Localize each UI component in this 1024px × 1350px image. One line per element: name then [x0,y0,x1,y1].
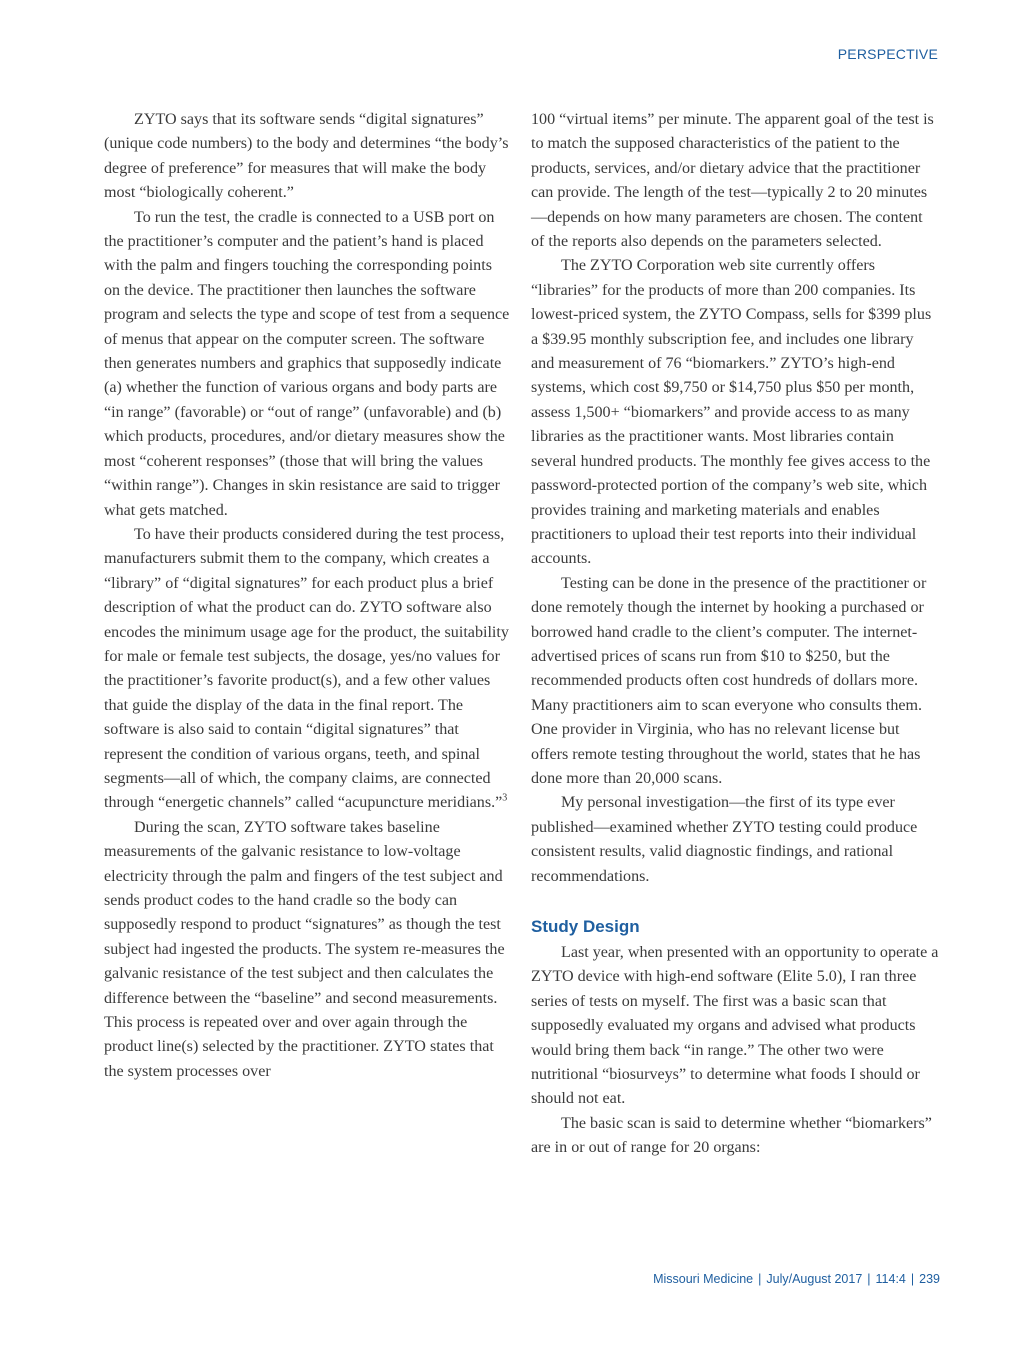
reference-superscript[interactable]: 3 [502,793,508,805]
issue-date: July/August 2017 [766,1272,863,1286]
body-paragraph [104,523,512,816]
section-heading: Study Design [531,917,640,936]
page-footer [653,1272,940,1286]
body-paragraph: Testing can be done in the presence of the practitioner or done remotely though the internet by hooking a purchased or borrowed hand cradle to the client’s computer. The internet-advertised prices of scans run from $10 to $250, but the recommended products often cost hundreds of dollars more. Many practitioners aim to scan everyone who consults them. One provider in Virginia, who has no relevant license but offers remote testing throughout the world, states that he has done more than 20,000 scans. [531,574,927,787]
body-paragraph: The ZYTO Corporation web site currently offers “libraries” for the products of more than 200 companies. Its lowest-priced system, the ZYTO Compass, sells for $399 plus a $39.95 monthly subscription fee, and includes one library and measurement of 76 “biomarkers.” ZYTO’s high-end systems, which cost $9,750 or $14,750 plus $50 per month, assess 1,500+ “biomarkers” and provide access to as many libraries as the practitioner wants. Most libraries contain several hundred products. The monthly fee gives access to the password-protected portion of the company’s web site, which provides training and marketing materials and enables practitioners to upload their test reports into their individual accounts. [531,257,932,568]
footer-separator: | [910,1272,915,1286]
volume-issue: 114:4 [875,1272,906,1286]
page-number: 239 [919,1272,940,1286]
body-paragraph: 100 “virtual items” per minute. The apparent goal of the test is to match the supposed characteristics of the patient to the products, services, and/or dietary advice that the practitioner can provide. The length of the test—typically 2 to 20 minutes—depends on how many parameters are chosen. The content of the reports also depends on the parameters selected. [531,111,934,251]
left-column [104,108,512,1084]
body-paragraph: ZYTO says that its software sends “digital signatures” (unique code numbers) to the body and determines “the body’s degree of preference” for measures that will make the body most “biologically coherent.” [104,111,509,202]
journal-name: Missouri Medicine [653,1272,754,1286]
body-paragraph: The basic scan is said to determine whether “biomarkers” are in or out of range for 20 organs: [531,1114,932,1157]
body-paragraph: To run the test, the cradle is connected to a USB port on the practitioner’s computer and the patient’s hand is placed with the palm and fingers touching the corresponding points on the device. The practitioner then launches the software program and selects the type and scope of test from a sequence of menus that appear on the computer screen. The software then generates numbers and graphics that supposedly indicate (a) whether the function of various organs and body parts are “in range” (favorable) or “out of range” (unfavorable) and (b) which products, procedures, and/or dietary measures show the most “coherent responses” (those that will bring the values “within range”). Changes in skin resistance are said to trigger what gets matched. [104,208,510,519]
body-paragraph: Last year, when presented with an opportunity to operate a ZYTO device with high-end software (Elite 5.0), I ran three series of tests on myself. The first was a basic scan that supposedly evaluated my organs and advised what products would bring them back “in range.” The other two were nutritional “biosurveys” to determine what foods I should or should not eat. [531,944,939,1108]
body-paragraph: During the scan, ZYTO software takes baseline measurements of the galvanic resistance to low-voltage electricity through the palm and fingers of the test subject and sends product codes to the hand cradle so the body can supposedly respond to product “signatures” as though the test subject had ingested the products. The system re-measures the galvanic resistance of the test subject and then calculates the difference between the “baseline” and second measurements. This process is repeated over and over again through the product line(s) selected by the practitioner. ZYTO states that the system processes over [104,818,505,1080]
paragraph-text: To have their products considered during the test process, manufacturers submit them to the company, which creates a “library” of “digital signatures” for each product plus a brief description of what the product can do. ZYTO software also encodes the minimum usage age for the product, the suitability for male or female test subjects, the dosage, yes/no values for the practitioner’s favorite product(s), and a few other values that guide the display of the data in the final report. The software is also said to contain “digital signatures” that represent the condition of various organs, teeth, and spinal segments—all of which, the company claims, are connected through “energetic channels” called “acupuncture meridians.” [104,525,509,812]
section-label: PERSPECTIVE [837,46,938,62]
body-paragraph: My personal investigation—the first of its type ever published—examined whether ZYTO testing could produce consistent results, valid diagnostic findings, and rational recommendations. [531,794,918,885]
right-column [531,108,939,1161]
footer-separator: | [867,1272,871,1286]
footer-separator: | [758,1272,762,1286]
